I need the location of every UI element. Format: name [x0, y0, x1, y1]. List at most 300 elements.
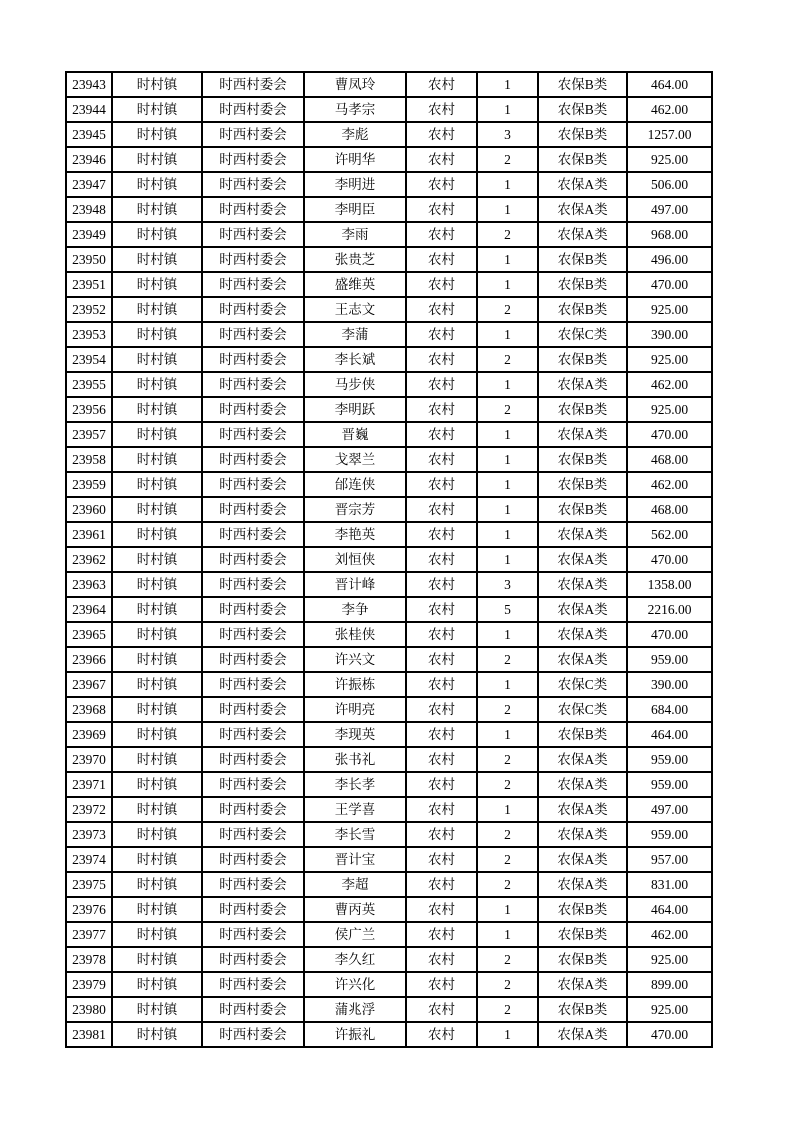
cell-amount: 464.00	[627, 722, 712, 747]
table-row	[66, 422, 712, 447]
table-row	[66, 922, 712, 947]
cell-area: 农村	[406, 822, 477, 847]
cell-village: 时西村委会	[202, 597, 304, 622]
cell-id: 23966	[66, 647, 112, 672]
table-row	[66, 722, 712, 747]
table-row	[66, 597, 712, 622]
cell-village: 时西村委会	[202, 197, 304, 222]
cell-area: 农村	[406, 72, 477, 97]
cell-village: 时西村委会	[202, 647, 304, 672]
cell-people: 1	[477, 922, 538, 947]
cell-people: 1	[477, 622, 538, 647]
cell-people: 1	[477, 522, 538, 547]
table-row	[66, 172, 712, 197]
cell-area: 农村	[406, 397, 477, 422]
cell-category: 农保A类	[538, 797, 627, 822]
cell-village: 时西村委会	[202, 547, 304, 572]
cell-name: 曹凤玲	[304, 72, 406, 97]
cell-village: 时西村委会	[202, 997, 304, 1022]
cell-town: 时村镇	[112, 547, 202, 572]
cell-amount: 925.00	[627, 947, 712, 972]
table-row	[66, 797, 712, 822]
table-row	[66, 222, 712, 247]
cell-area: 农村	[406, 597, 477, 622]
cell-category: 农保C类	[538, 672, 627, 697]
table-row	[66, 372, 712, 397]
table-row	[66, 972, 712, 997]
cell-town: 时村镇	[112, 272, 202, 297]
cell-name: 刘恒侠	[304, 547, 406, 572]
cell-village: 时西村委会	[202, 822, 304, 847]
cell-category: 农保A类	[538, 422, 627, 447]
cell-amount: 497.00	[627, 797, 712, 822]
cell-area: 农村	[406, 747, 477, 772]
cell-people: 1	[477, 97, 538, 122]
cell-id: 23946	[66, 147, 112, 172]
cell-id: 23978	[66, 947, 112, 972]
cell-people: 3	[477, 122, 538, 147]
cell-name: 李明跃	[304, 397, 406, 422]
cell-category: 农保B类	[538, 997, 627, 1022]
cell-amount: 470.00	[627, 422, 712, 447]
table-row	[66, 697, 712, 722]
cell-people: 1	[477, 172, 538, 197]
cell-village: 时西村委会	[202, 322, 304, 347]
cell-category: 农保B类	[538, 472, 627, 497]
cell-people: 2	[477, 947, 538, 972]
cell-town: 时村镇	[112, 247, 202, 272]
cell-area: 农村	[406, 297, 477, 322]
cell-id: 23981	[66, 1022, 112, 1047]
cell-town: 时村镇	[112, 197, 202, 222]
cell-village: 时西村委会	[202, 397, 304, 422]
cell-amount: 925.00	[627, 347, 712, 372]
cell-town: 时村镇	[112, 172, 202, 197]
cell-name: 蒲兆浮	[304, 997, 406, 1022]
cell-name: 王学喜	[304, 797, 406, 822]
cell-name: 邰连侠	[304, 472, 406, 497]
cell-id: 23956	[66, 397, 112, 422]
cell-area: 农村	[406, 522, 477, 547]
cell-area: 农村	[406, 722, 477, 747]
cell-village: 时西村委会	[202, 772, 304, 797]
cell-village: 时西村委会	[202, 172, 304, 197]
cell-town: 时村镇	[112, 847, 202, 872]
cell-area: 农村	[406, 497, 477, 522]
cell-town: 时村镇	[112, 297, 202, 322]
table-row	[66, 347, 712, 372]
cell-people: 2	[477, 347, 538, 372]
cell-id: 23959	[66, 472, 112, 497]
cell-people: 3	[477, 572, 538, 597]
table-row	[66, 297, 712, 322]
cell-amount: 1358.00	[627, 572, 712, 597]
cell-village: 时西村委会	[202, 797, 304, 822]
cell-amount: 496.00	[627, 247, 712, 272]
cell-town: 时村镇	[112, 72, 202, 97]
cell-people: 2	[477, 747, 538, 772]
table-body	[66, 72, 712, 1047]
cell-people: 1	[477, 1022, 538, 1047]
cell-area: 农村	[406, 797, 477, 822]
cell-town: 时村镇	[112, 97, 202, 122]
cell-area: 农村	[406, 997, 477, 1022]
cell-town: 时村镇	[112, 147, 202, 172]
cell-name: 许振礼	[304, 1022, 406, 1047]
cell-village: 时西村委会	[202, 572, 304, 597]
cell-amount: 2216.00	[627, 597, 712, 622]
cell-category: 农保C类	[538, 322, 627, 347]
cell-category: 农保A类	[538, 872, 627, 897]
table-row	[66, 322, 712, 347]
cell-people: 1	[477, 422, 538, 447]
cell-id: 23970	[66, 747, 112, 772]
cell-id: 23954	[66, 347, 112, 372]
cell-village: 时西村委会	[202, 747, 304, 772]
cell-name: 许明华	[304, 147, 406, 172]
table-row	[66, 397, 712, 422]
cell-area: 农村	[406, 847, 477, 872]
cell-village: 时西村委会	[202, 297, 304, 322]
cell-category: 农保A类	[538, 822, 627, 847]
cell-area: 农村	[406, 122, 477, 147]
table-row	[66, 947, 712, 972]
cell-area: 农村	[406, 247, 477, 272]
cell-amount: 462.00	[627, 472, 712, 497]
table-row	[66, 622, 712, 647]
cell-people: 2	[477, 397, 538, 422]
cell-village: 时西村委会	[202, 347, 304, 372]
cell-town: 时村镇	[112, 772, 202, 797]
cell-village: 时西村委会	[202, 372, 304, 397]
cell-id: 23976	[66, 897, 112, 922]
cell-id: 23952	[66, 297, 112, 322]
cell-amount: 959.00	[627, 772, 712, 797]
cell-amount: 470.00	[627, 547, 712, 572]
cell-amount: 957.00	[627, 847, 712, 872]
cell-area: 农村	[406, 547, 477, 572]
cell-id: 23972	[66, 797, 112, 822]
cell-amount: 468.00	[627, 497, 712, 522]
cell-category: 农保A类	[538, 747, 627, 772]
cell-amount: 390.00	[627, 322, 712, 347]
cell-name: 李争	[304, 597, 406, 622]
table-row	[66, 847, 712, 872]
cell-id: 23950	[66, 247, 112, 272]
cell-name: 李超	[304, 872, 406, 897]
cell-id: 23974	[66, 847, 112, 872]
cell-people: 1	[477, 372, 538, 397]
cell-category: 农保B类	[538, 297, 627, 322]
cell-id: 23963	[66, 572, 112, 597]
cell-people: 1	[477, 547, 538, 572]
table-row	[66, 897, 712, 922]
cell-amount: 684.00	[627, 697, 712, 722]
cell-name: 许兴化	[304, 972, 406, 997]
table-row	[66, 747, 712, 772]
cell-people: 1	[477, 897, 538, 922]
cell-category: 农保B类	[538, 722, 627, 747]
cell-id: 23943	[66, 72, 112, 97]
cell-name: 李长雪	[304, 822, 406, 847]
cell-area: 农村	[406, 97, 477, 122]
cell-amount: 959.00	[627, 647, 712, 672]
cell-people: 1	[477, 672, 538, 697]
table-row	[66, 647, 712, 672]
cell-area: 农村	[406, 472, 477, 497]
cell-amount: 1257.00	[627, 122, 712, 147]
cell-area: 农村	[406, 922, 477, 947]
cell-amount: 464.00	[627, 897, 712, 922]
cell-category: 农保A类	[538, 847, 627, 872]
cell-category: 农保B类	[538, 497, 627, 522]
cell-category: 农保A类	[538, 647, 627, 672]
cell-category: 农保B类	[538, 897, 627, 922]
cell-village: 时西村委会	[202, 122, 304, 147]
cell-amount: 831.00	[627, 872, 712, 897]
cell-town: 时村镇	[112, 447, 202, 472]
cell-id: 23947	[66, 172, 112, 197]
cell-id: 23948	[66, 197, 112, 222]
cell-category: 农保A类	[538, 172, 627, 197]
cell-area: 农村	[406, 622, 477, 647]
cell-town: 时村镇	[112, 997, 202, 1022]
cell-category: 农保A类	[538, 547, 627, 572]
cell-name: 李现英	[304, 722, 406, 747]
table-row	[66, 572, 712, 597]
cell-people: 1	[477, 272, 538, 297]
cell-people: 2	[477, 847, 538, 872]
cell-village: 时西村委会	[202, 472, 304, 497]
cell-amount: 497.00	[627, 197, 712, 222]
cell-village: 时西村委会	[202, 947, 304, 972]
table-row	[66, 472, 712, 497]
cell-name: 戈翠兰	[304, 447, 406, 472]
table-row	[66, 497, 712, 522]
cell-village: 时西村委会	[202, 247, 304, 272]
cell-village: 时西村委会	[202, 872, 304, 897]
cell-id: 23944	[66, 97, 112, 122]
cell-name: 李雨	[304, 222, 406, 247]
cell-name: 曹丙英	[304, 897, 406, 922]
cell-people: 2	[477, 872, 538, 897]
cell-name: 许兴文	[304, 647, 406, 672]
cell-name: 李明进	[304, 172, 406, 197]
cell-area: 农村	[406, 672, 477, 697]
cell-village: 时西村委会	[202, 222, 304, 247]
cell-village: 时西村委会	[202, 622, 304, 647]
cell-amount: 470.00	[627, 1022, 712, 1047]
cell-id: 23971	[66, 772, 112, 797]
cell-area: 农村	[406, 222, 477, 247]
cell-category: 农保B类	[538, 97, 627, 122]
cell-id: 23977	[66, 922, 112, 947]
cell-town: 时村镇	[112, 372, 202, 397]
cell-name: 许振栋	[304, 672, 406, 697]
cell-town: 时村镇	[112, 797, 202, 822]
cell-id: 23975	[66, 872, 112, 897]
cell-village: 时西村委会	[202, 672, 304, 697]
table-row	[66, 97, 712, 122]
cell-people: 1	[477, 322, 538, 347]
cell-name: 马孝宗	[304, 97, 406, 122]
cell-area: 农村	[406, 897, 477, 922]
cell-id: 23955	[66, 372, 112, 397]
cell-category: 农保A类	[538, 197, 627, 222]
cell-people: 2	[477, 147, 538, 172]
cell-area: 农村	[406, 697, 477, 722]
cell-amount: 462.00	[627, 922, 712, 947]
cell-village: 时西村委会	[202, 1022, 304, 1047]
cell-village: 时西村委会	[202, 897, 304, 922]
cell-town: 时村镇	[112, 972, 202, 997]
cell-people: 2	[477, 772, 538, 797]
cell-name: 李彪	[304, 122, 406, 147]
cell-area: 农村	[406, 322, 477, 347]
cell-town: 时村镇	[112, 747, 202, 772]
cell-id: 23965	[66, 622, 112, 647]
cell-town: 时村镇	[112, 722, 202, 747]
cell-area: 农村	[406, 197, 477, 222]
cell-town: 时村镇	[112, 422, 202, 447]
cell-category: 农保B类	[538, 272, 627, 297]
cell-amount: 925.00	[627, 997, 712, 1022]
cell-name: 张桂侠	[304, 622, 406, 647]
cell-category: 农保C类	[538, 697, 627, 722]
cell-id: 23980	[66, 997, 112, 1022]
cell-category: 农保B类	[538, 247, 627, 272]
cell-amount: 925.00	[627, 147, 712, 172]
cell-people: 2	[477, 647, 538, 672]
cell-area: 农村	[406, 422, 477, 447]
cell-area: 农村	[406, 972, 477, 997]
cell-category: 农保B类	[538, 147, 627, 172]
cell-town: 时村镇	[112, 497, 202, 522]
cell-category: 农保B类	[538, 947, 627, 972]
cell-id: 23951	[66, 272, 112, 297]
cell-people: 2	[477, 972, 538, 997]
cell-area: 农村	[406, 272, 477, 297]
table-row	[66, 822, 712, 847]
cell-village: 时西村委会	[202, 697, 304, 722]
cell-village: 时西村委会	[202, 522, 304, 547]
cell-town: 时村镇	[112, 897, 202, 922]
cell-name: 许明亮	[304, 697, 406, 722]
cell-area: 农村	[406, 172, 477, 197]
cell-area: 农村	[406, 1022, 477, 1047]
table-row	[66, 197, 712, 222]
cell-town: 时村镇	[112, 522, 202, 547]
cell-category: 农保A类	[538, 222, 627, 247]
cell-category: 农保A类	[538, 622, 627, 647]
cell-amount: 462.00	[627, 97, 712, 122]
cell-amount: 925.00	[627, 397, 712, 422]
cell-category: 农保B类	[538, 347, 627, 372]
cell-name: 盛维英	[304, 272, 406, 297]
cell-village: 时西村委会	[202, 922, 304, 947]
cell-amount: 959.00	[627, 747, 712, 772]
cell-amount: 899.00	[627, 972, 712, 997]
table-row	[66, 72, 712, 97]
table-row	[66, 122, 712, 147]
cell-category: 农保A类	[538, 597, 627, 622]
cell-amount: 959.00	[627, 822, 712, 847]
cell-people: 1	[477, 197, 538, 222]
cell-id: 23973	[66, 822, 112, 847]
table-row	[66, 272, 712, 297]
cell-category: 农保B类	[538, 122, 627, 147]
cell-town: 时村镇	[112, 672, 202, 697]
cell-name: 张贵芝	[304, 247, 406, 272]
cell-village: 时西村委会	[202, 847, 304, 872]
cell-amount: 464.00	[627, 72, 712, 97]
cell-id: 23958	[66, 447, 112, 472]
cell-area: 农村	[406, 372, 477, 397]
cell-town: 时村镇	[112, 872, 202, 897]
cell-people: 1	[477, 247, 538, 272]
table-row	[66, 872, 712, 897]
cell-village: 时西村委会	[202, 147, 304, 172]
cell-people: 2	[477, 297, 538, 322]
cell-town: 时村镇	[112, 947, 202, 972]
cell-people: 1	[477, 472, 538, 497]
cell-people: 2	[477, 997, 538, 1022]
cell-town: 时村镇	[112, 322, 202, 347]
cell-town: 时村镇	[112, 1022, 202, 1047]
table-row	[66, 1022, 712, 1047]
cell-people: 2	[477, 222, 538, 247]
cell-category: 农保A类	[538, 572, 627, 597]
table-row	[66, 447, 712, 472]
cell-amount: 468.00	[627, 447, 712, 472]
cell-id: 23969	[66, 722, 112, 747]
cell-town: 时村镇	[112, 922, 202, 947]
cell-town: 时村镇	[112, 347, 202, 372]
cell-people: 2	[477, 697, 538, 722]
cell-name: 马步侠	[304, 372, 406, 397]
cell-town: 时村镇	[112, 222, 202, 247]
table-row	[66, 522, 712, 547]
cell-name: 张书礼	[304, 747, 406, 772]
cell-people: 5	[477, 597, 538, 622]
cell-category: 农保B类	[538, 922, 627, 947]
cell-name: 晋计宝	[304, 847, 406, 872]
cell-village: 时西村委会	[202, 272, 304, 297]
cell-area: 农村	[406, 572, 477, 597]
cell-name: 晋宗芳	[304, 497, 406, 522]
cell-category: 农保B类	[538, 72, 627, 97]
cell-amount: 470.00	[627, 622, 712, 647]
cell-people: 1	[477, 72, 538, 97]
cell-town: 时村镇	[112, 397, 202, 422]
cell-people: 1	[477, 447, 538, 472]
table-row	[66, 147, 712, 172]
cell-id: 23967	[66, 672, 112, 697]
cell-village: 时西村委会	[202, 447, 304, 472]
cell-town: 时村镇	[112, 622, 202, 647]
cell-area: 农村	[406, 772, 477, 797]
payment-roster-table	[65, 71, 713, 1048]
cell-amount: 390.00	[627, 672, 712, 697]
cell-area: 农村	[406, 947, 477, 972]
cell-people: 2	[477, 822, 538, 847]
cell-id: 23961	[66, 522, 112, 547]
cell-id: 23960	[66, 497, 112, 522]
cell-area: 农村	[406, 147, 477, 172]
cell-name: 晋计峰	[304, 572, 406, 597]
cell-name: 侯广兰	[304, 922, 406, 947]
cell-name: 晋巍	[304, 422, 406, 447]
